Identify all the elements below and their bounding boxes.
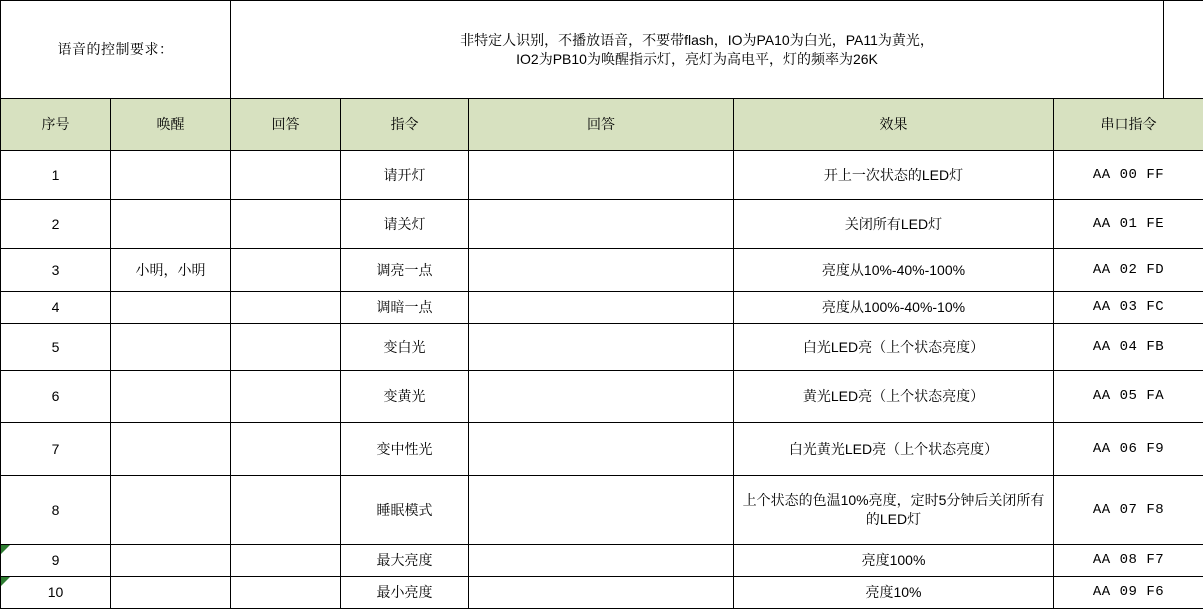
cell-wake: [111, 371, 231, 422]
column-header-serial: 串口指令: [1054, 99, 1203, 150]
cell-answer-2: [469, 422, 734, 476]
cell-command: 调亮一点: [341, 249, 469, 292]
cell-serial: AA 07 F8: [1054, 476, 1203, 545]
cell-command: 睡眠模式: [341, 476, 469, 545]
cell-answer-2: [469, 544, 734, 576]
cell-answer-1: [231, 422, 341, 476]
cell-wake: 小明，小明: [111, 249, 231, 292]
title-description-line-1: 非特定人识别，不播放语音，不要带flash，IO为PA10为白光，PA11为黄光，: [460, 31, 934, 48]
cell-serial: AA 08 F7: [1054, 544, 1203, 576]
table-header-row: [1, 99, 1203, 150]
cell-answer-1: [231, 544, 341, 576]
column-header-answer-1: 回答: [231, 99, 341, 150]
cell-serial: AA 00 FF: [1054, 150, 1203, 199]
cell-index: 9: [1, 544, 111, 576]
cell-wake: [111, 544, 231, 576]
cell-answer-1: [231, 576, 341, 608]
cell-index: 2: [1, 200, 111, 249]
cell-index: 4: [1, 292, 111, 324]
cell-effect: 开上一次状态的LED灯: [734, 150, 1054, 199]
cell-answer-1: [231, 200, 341, 249]
cell-answer-1: [231, 150, 341, 199]
cell-command: 请关灯: [341, 200, 469, 249]
table-row: [1, 576, 1203, 608]
cell-answer-1: [231, 249, 341, 292]
column-header-command: 指令: [341, 99, 469, 150]
column-header-wake: 唤醒: [111, 99, 231, 150]
cell-effect: 关闭所有LED灯: [734, 200, 1054, 249]
cell-command: 最小亮度: [341, 576, 469, 608]
cell-answer-2: [469, 150, 734, 199]
cell-serial: AA 01 FE: [1054, 200, 1203, 249]
column-header-index: 序号: [1, 99, 111, 150]
cell-answer-2: [469, 576, 734, 608]
cell-command: 最大亮度: [341, 544, 469, 576]
cell-effect: 亮度100%: [734, 544, 1054, 576]
table-row: [1, 324, 1203, 371]
cell-serial: AA 03 FC: [1054, 292, 1203, 324]
cell-index: 1: [1, 150, 111, 199]
column-header-effect: 效果: [734, 99, 1054, 150]
cell-wake: [111, 422, 231, 476]
table-row: [1, 292, 1203, 324]
cell-effect: 亮度10%: [734, 576, 1054, 608]
cell-answer-1: [231, 371, 341, 422]
table-row: [1, 249, 1203, 292]
cell-command: 变白光: [341, 324, 469, 371]
cell-effect: 白光LED亮（上个状态亮度）: [734, 324, 1054, 371]
cell-effect: 亮度从10%-40%-100%: [734, 249, 1054, 292]
cell-index: 5: [1, 324, 111, 371]
cell-index: 8: [1, 476, 111, 545]
cell-index: 3: [1, 249, 111, 292]
cell-wake: [111, 150, 231, 199]
cell-index: 10: [1, 576, 111, 608]
cell-command: 调暗一点: [341, 292, 469, 324]
cell-index: 6: [1, 371, 111, 422]
table-row: [1, 476, 1203, 545]
cell-wake: [111, 200, 231, 249]
cell-wake: [111, 476, 231, 545]
cell-serial: AA 06 F9: [1054, 422, 1203, 476]
cell-effect: 上个状态的色温10%亮度，定时5分钟后关闭所有的LED灯: [734, 476, 1054, 545]
cell-answer-1: [231, 476, 341, 545]
cell-command: 请开灯: [341, 150, 469, 199]
cell-index: 7: [1, 422, 111, 476]
cell-serial: AA 09 F6: [1054, 576, 1203, 608]
cell-serial: AA 05 FA: [1054, 371, 1203, 422]
cell-serial: AA 02 FD: [1054, 249, 1203, 292]
column-header-answer-2: 回答: [469, 99, 734, 150]
cell-effect: 白光黄光LED亮（上个状态亮度）: [734, 422, 1054, 476]
cell-effect: 亮度从100%-40%-10%: [734, 292, 1054, 324]
cell-answer-2: [469, 200, 734, 249]
cell-wake: [111, 576, 231, 608]
cell-answer-2: [469, 249, 734, 292]
cell-command: 变中性光: [341, 422, 469, 476]
cell-answer-2: [469, 371, 734, 422]
title-description-line-2: IO2为PB10为唤醒指示灯，亮灯为高电平，灯的频率为26K: [516, 50, 878, 67]
cell-command: 变黄光: [341, 371, 469, 422]
title-trailing-blank: [1164, 1, 1203, 99]
cell-answer-2: [469, 292, 734, 324]
cell-wake: [111, 292, 231, 324]
table-row: [1, 544, 1203, 576]
cell-answer-1: [231, 324, 341, 371]
cell-effect: 黄光LED亮（上个状态亮度）: [734, 371, 1054, 422]
cell-serial: AA 04 FB: [1054, 324, 1203, 371]
title-label: 语音的控制要求：: [1, 1, 231, 99]
table-title-row: [1, 1, 1203, 99]
cell-answer-2: [469, 476, 734, 545]
table-row: [1, 371, 1203, 422]
cell-answer-1: [231, 292, 341, 324]
table-row: [1, 150, 1203, 199]
cell-wake: [111, 324, 231, 371]
table-row: [1, 422, 1203, 476]
cell-answer-2: [469, 324, 734, 371]
title-description: [231, 1, 1164, 99]
table-row: [1, 200, 1203, 249]
